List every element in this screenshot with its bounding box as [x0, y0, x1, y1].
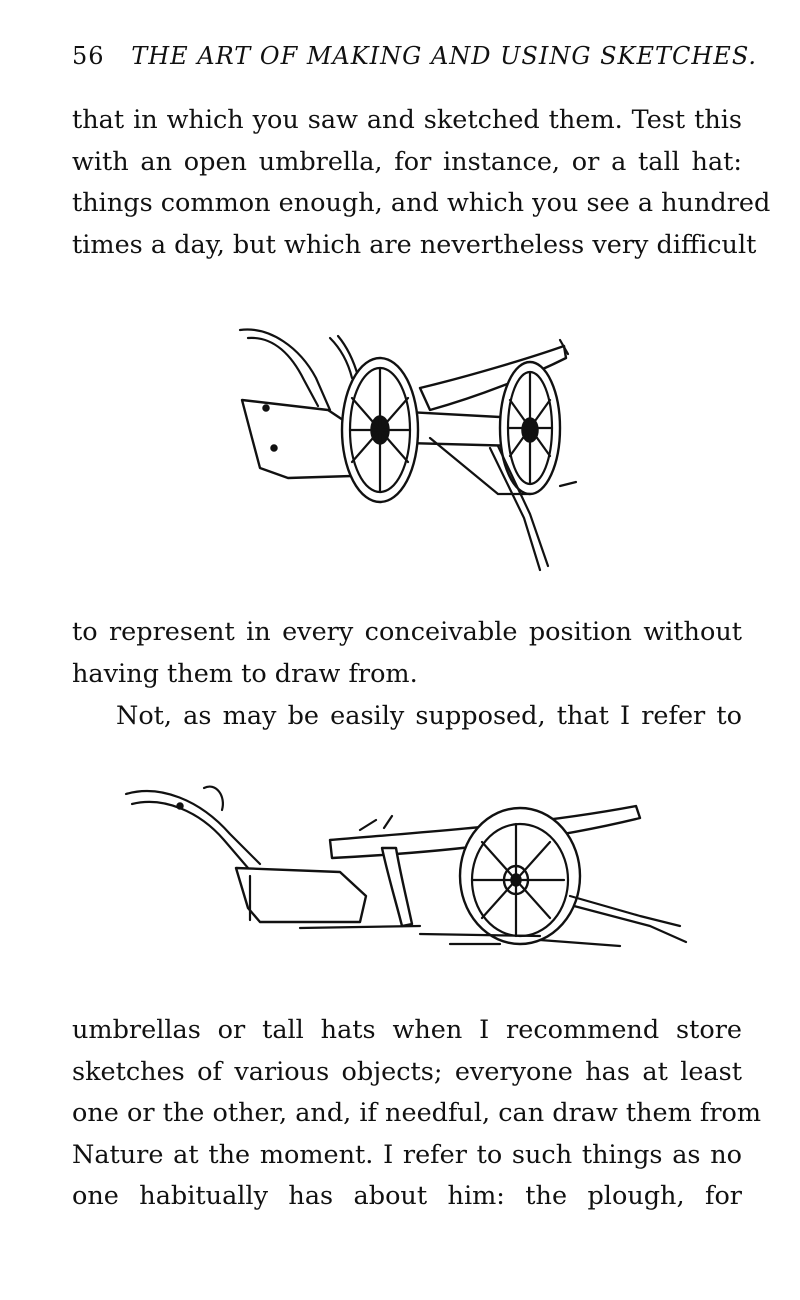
paragraph-4 [72, 1010, 762, 1218]
running-header [72, 42, 758, 82]
text-line: Not, as may be easily supposed, that I refer to [116, 701, 742, 731]
paragraph-3 [72, 696, 742, 738]
text-line: times a day, but which are nevertheless very difficult [72, 229, 757, 260]
text-line: with an open umbrella, for instance, or a tall hat: [72, 146, 742, 177]
text-line: sketches of various objects; everyone has at least [72, 1056, 742, 1087]
plough-front-illustration [230, 318, 580, 578]
text-line: Nature at the moment. I refer to such things as no [72, 1139, 742, 1170]
text-line: that in which you saw and sketched them. Test this [72, 105, 742, 135]
text-line: having them to draw from. [72, 658, 418, 689]
text-line: one or the other, and, if needful, can draw them from [72, 1098, 762, 1128]
text-line: things common enough, and which you see a hundred [72, 188, 771, 218]
text-line: to represent in every conceivable position without [72, 617, 742, 647]
text-line: one habitually has about him: the plough, for [72, 1181, 742, 1211]
text-line: umbrellas or tall hats when I recommend store [72, 1015, 742, 1045]
page-number: 56 [72, 42, 105, 70]
running-title: THE ART OF MAKING AND USING SKETCHES. [131, 42, 758, 70]
paragraph-1 [72, 100, 771, 266]
paragraph-2 [72, 612, 742, 695]
plough-side-illustration [120, 776, 695, 966]
